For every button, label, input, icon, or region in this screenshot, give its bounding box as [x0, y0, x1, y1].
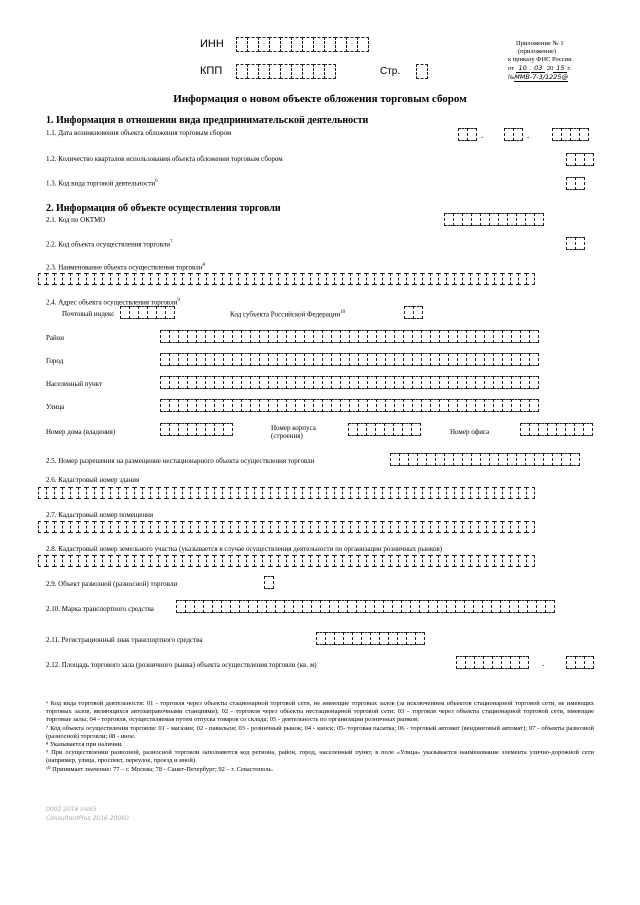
- input-cell[interactable]: [526, 487, 535, 499]
- field-2-10-label: 2.10. Марка транспортного средства: [46, 605, 154, 613]
- date-month-cells[interactable]: [504, 128, 522, 141]
- area-frac-cells[interactable]: [566, 656, 593, 669]
- field-2-3-text: 2.3. Наименование объекта осуществления торговли: [46, 263, 203, 272]
- building-label: [271, 424, 316, 440]
- date-day-cells[interactable]: [458, 128, 476, 141]
- field-1-3-label: [46, 179, 158, 187]
- annex-number: [508, 73, 572, 82]
- field-2-1-label: 2.1. Код по ОКТМО: [46, 216, 106, 224]
- object-name-cells[interactable]: [38, 273, 534, 285]
- date-year-cells[interactable]: [552, 128, 588, 141]
- annex-year: 15: [553, 64, 567, 73]
- district-label: Район: [46, 334, 64, 342]
- footnote: ⁷ Код объекта осуществления торговли: 01 - магазин; 02 - павильон; 03 - розничный рынок; 04 - киоск; 05- торговая палатка; 06 - торговый автомат (вендинговый автомат); 07 - объекты развозной (разносной) торговли; 08 - иное.: [46, 724, 594, 740]
- footnote: ⁸ Указывается при наличии.: [46, 741, 123, 749]
- input-cell[interactable]: [579, 128, 589, 141]
- footer-stamp-line1: 0002 2016 Ins65: [46, 806, 97, 813]
- input-cell[interactable]: [583, 423, 593, 436]
- page-cells[interactable]: [416, 64, 427, 79]
- annex-year-prefix: 20: [546, 65, 554, 72]
- office-label: Номер офиса: [450, 428, 490, 436]
- field-2-4-sup: 9: [177, 298, 180, 303]
- postal-label: Почтовый индекс: [62, 310, 115, 318]
- region-code-label: [230, 310, 345, 318]
- quarters-cells[interactable]: [566, 153, 593, 166]
- input-cell[interactable]: [415, 632, 425, 645]
- input-cell[interactable]: [411, 423, 421, 436]
- section1-heading: 1. Информация в отношении вида предпринимательской деятельности: [46, 115, 369, 126]
- input-cell[interactable]: [467, 128, 477, 141]
- field-2-4-text: 2.4. Адрес объекта осуществления торговли: [46, 298, 178, 307]
- field-2-12-label: 2.12. Площадь торгового зала (розничного рынка) объекта осуществления торговли (кв. м): [46, 661, 317, 669]
- annex-line1: Приложение № 1: [516, 40, 564, 47]
- trade-type-cells[interactable]: [566, 177, 584, 190]
- input-cell[interactable]: [357, 37, 369, 52]
- footnote: ⁶ Код вида торговой деятельности: 01 - торговля через объекты стационарной торговой сети, не имеющие торговых залов (за исключением объектов стационарной торговой сети, не имеющих торговых залов, являющихся автозаправочными станциями); 02 - торговля через объекты нестационарной торговой сети; 03 - торговля через объекты стационарной торговой сети, имеющие торговые залы; 04 - торговля, осуществляемая путем отпуска товаров со склада; 05 - деятельность по организации розничных рынков;: [46, 700, 594, 724]
- input-cell[interactable]: [519, 656, 529, 669]
- field-1-2-label: 1.2. Количество кварталов использования объекта обложения торговым сбором: [46, 155, 283, 163]
- input-cell[interactable]: [416, 64, 428, 79]
- field-1-1-label: 1.1. Дата возникновения объекта обложения торговым сбором: [46, 129, 232, 137]
- footer-stamp-line2: ConsultantPlus 2016 20060: [46, 815, 129, 822]
- section2-heading: 2. Информация об объекте осуществления торговли: [46, 203, 281, 214]
- annex-num-prefix: №: [508, 74, 515, 81]
- land-cadastral-cells[interactable]: [38, 555, 534, 567]
- input-cell[interactable]: [324, 64, 336, 79]
- annex-block: [508, 40, 572, 82]
- area-int-cells[interactable]: [456, 656, 528, 669]
- footnotes: [46, 700, 594, 774]
- inn-cells[interactable]: [236, 37, 368, 52]
- region-code-cells[interactable]: [404, 306, 422, 319]
- office-cells[interactable]: [520, 423, 592, 436]
- building-cells[interactable]: [348, 423, 420, 436]
- house-label: Номер дома (владения): [46, 428, 116, 436]
- annex-day: 10: [516, 64, 530, 73]
- footnote: ¹⁰ Принимает значение: 77 – г. Москва; 78 - Санкт-Петербург; 92 – г. Севастополь.: [46, 765, 274, 773]
- input-cell[interactable]: [570, 453, 580, 466]
- building-cadastral-cells[interactable]: [38, 487, 534, 499]
- field-1-3-sup: 6: [155, 179, 158, 184]
- building-line2: (строения): [271, 432, 303, 440]
- footnote: ⁹ При осуществлении развозной, разносной торговли заполняются код региона, район, город, населенный пункт, в поле «Улица» указывается наименование элемента улично-дорожной сети (например, улица, проспект, переулок, проезд и иной).: [46, 749, 594, 765]
- region-code-text: Код субъекта Российской Федерации: [230, 310, 341, 319]
- date-sep-1: .: [481, 130, 484, 140]
- object-code-cells[interactable]: [566, 237, 584, 250]
- kpp-cells[interactable]: [236, 64, 335, 79]
- vehicle-plate-cells[interactable]: [316, 632, 424, 645]
- inn-label: ИНН: [200, 38, 224, 50]
- page-title: Информация о новом объекте обложения торговым сбором: [173, 93, 467, 105]
- area-sep: .: [542, 658, 545, 668]
- postal-cells[interactable]: [120, 306, 174, 319]
- input-cell[interactable]: [584, 656, 594, 669]
- street-label: Улица: [46, 403, 65, 411]
- input-cell[interactable]: [526, 273, 535, 285]
- premises-cadastral-cells[interactable]: [38, 521, 534, 533]
- field-2-5-label: 2.5. Номер разрешения на размещение нестационарного объекта осуществления торговли: [46, 457, 315, 465]
- annex-line2: (приложение): [518, 48, 557, 55]
- field-2-2-label: [46, 240, 173, 248]
- street-cells[interactable]: [160, 399, 538, 412]
- input-cell[interactable]: [264, 576, 274, 589]
- input-cell[interactable]: [529, 330, 539, 343]
- input-cell[interactable]: [529, 376, 539, 389]
- vehicle-brand-cells[interactable]: [176, 600, 554, 613]
- field-2-2-sup: 7: [170, 240, 173, 245]
- input-cell[interactable]: [165, 306, 175, 319]
- region-code-sup: 10: [340, 310, 346, 315]
- city-cells[interactable]: [160, 353, 538, 366]
- field-2-3-sup: 8: [202, 263, 205, 268]
- annex-from: от: [508, 65, 515, 72]
- input-cell[interactable]: [575, 237, 585, 250]
- field-2-3-label: [46, 263, 205, 271]
- kpp-label: КПП: [200, 65, 223, 77]
- input-cell[interactable]: [413, 306, 423, 319]
- house-cells[interactable]: [160, 423, 232, 436]
- input-cell[interactable]: [545, 600, 555, 613]
- annex-date: от 10 . 03 20 15 г.: [508, 64, 571, 72]
- input-cell[interactable]: [526, 521, 535, 533]
- input-cell[interactable]: [534, 213, 544, 226]
- input-cell[interactable]: [529, 399, 539, 412]
- input-cell[interactable]: [584, 153, 594, 166]
- input-cell[interactable]: [529, 353, 539, 366]
- field-2-11-label: 2.11. Регистрационный знак транспортного средства: [46, 636, 203, 644]
- input-cell[interactable]: [223, 423, 233, 436]
- annex-month: 03: [531, 64, 545, 73]
- building-line1: Номер корпуса: [271, 424, 316, 432]
- city-label: Город: [46, 357, 64, 365]
- field-2-7-label: 2.7. Кадастровый номер помещения: [46, 511, 154, 519]
- oktmo-cells[interactable]: [444, 213, 543, 226]
- field-2-6-label: 2.6. Кадастровый номер здания: [46, 476, 140, 484]
- date-sep-2: .: [527, 130, 530, 140]
- mobile-trade-cell[interactable]: [264, 576, 273, 589]
- settlement-cells[interactable]: [160, 376, 538, 389]
- settlement-label: Населенный пункт: [46, 380, 103, 388]
- input-cell[interactable]: [526, 555, 535, 567]
- input-cell[interactable]: [575, 177, 585, 190]
- annex-line3: к приказу ФНС России: [508, 56, 572, 63]
- field-2-9-label: 2.9. Объект развозной (разносной) торговли: [46, 580, 178, 588]
- annex-year-suffix: г.: [567, 65, 571, 72]
- district-cells[interactable]: [160, 330, 538, 343]
- annex-num: ММВ-7-3/1225@: [514, 73, 569, 81]
- field-2-2-text: 2.2. Код объекта осуществления торговли: [46, 240, 171, 249]
- page-label: Стр.: [380, 66, 401, 77]
- field-2-8-label: 2.8. Кадастровый номер земельного участка (указывается в случае осуществления деятельности по организации розничных рынков): [46, 545, 443, 553]
- permit-number-cells[interactable]: [390, 453, 579, 466]
- input-cell[interactable]: [513, 128, 523, 141]
- field-1-3-text: 1.3. Код вида торговой деятельности: [46, 179, 156, 188]
